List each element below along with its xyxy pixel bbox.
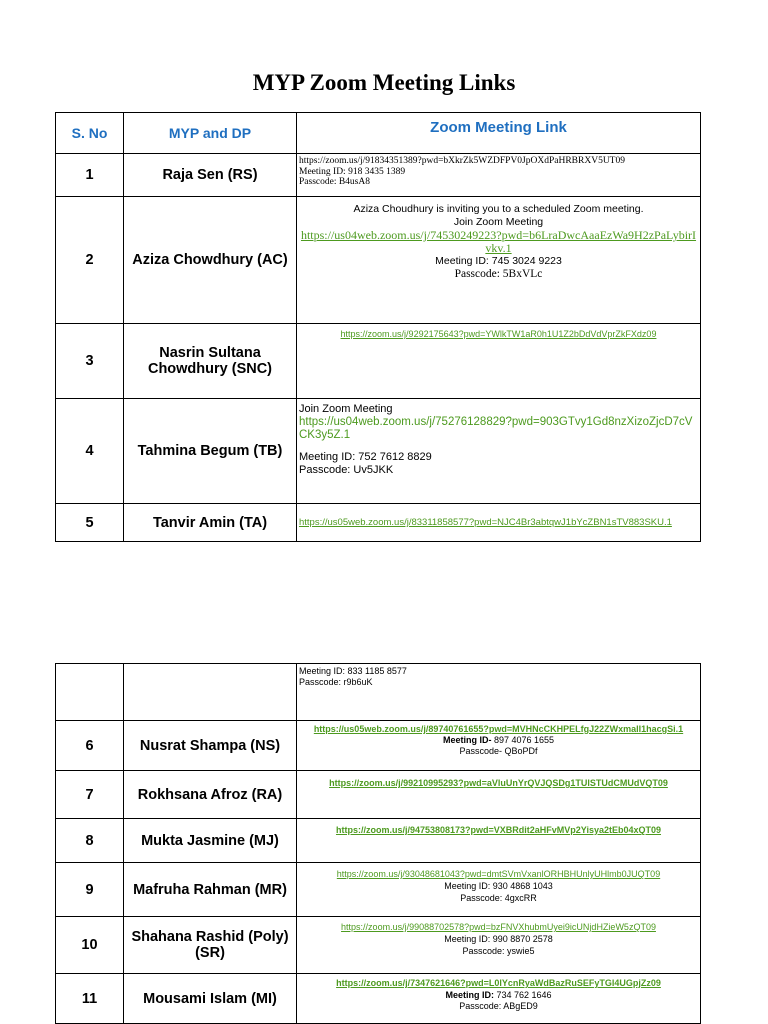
zoom-link[interactable]: https://zoom.us/j/91834351389?pwd=bXkrZk5WZDFPV0JpOXdPaHRBRXV5UT09 — [299, 156, 625, 166]
row-name: Tanvir Amin (TA) — [124, 504, 297, 542]
table-row — [56, 863, 701, 917]
header-myp: MYP and DP — [124, 113, 297, 154]
zoom-link[interactable]: https://us05web.zoom.us/j/83311858577?pwd=NJC4Br3abtqwJ1bYcZBN1sTV883SKU.1 — [299, 517, 672, 528]
zoom-link[interactable]: https://zoom.us/j/93048681043?pwd=dmtSVmVxanlORHBHUnlyUHlmb0JUQT09 — [336, 869, 661, 879]
row-sno: 11 — [56, 974, 124, 1024]
table-row — [56, 721, 701, 771]
links-table-1 — [55, 112, 701, 542]
header-link: Zoom Meeting Link — [297, 113, 701, 154]
header-sno: S. No — [56, 113, 124, 154]
zoom-link[interactable]: https://zoom.us/j/94753808173?pwd=VXBRdit2aHFvMVp2Yisya2tEb04xQT09 — [335, 825, 662, 835]
passcode: Passcode: B4usA8 — [299, 177, 370, 187]
invite-text: Aziza Choudhury is inviting you to a scheduled Zoom meeting. — [353, 203, 644, 215]
meeting-id-value: 897 4076 1655 — [491, 735, 555, 745]
row-sno: 9 — [56, 863, 124, 917]
table-row — [56, 504, 701, 542]
meeting-id: Meeting ID: 990 8870 2578 — [444, 934, 553, 944]
zoom-link[interactable]: https://us05web.zoom.us/j/89740761655?pwd=MVHNcCKHPELfgJ22ZWxmalI1hacgSi.1 — [313, 724, 684, 734]
zoom-link[interactable]: https://us04web.zoom.us/j/74530249223?pwd=b6LraDwcAaaEzWa9H2zPaLybirIvkv.1 — [300, 228, 697, 255]
row-name: Raja Sen (RS) — [124, 154, 297, 197]
join-text: Join Zoom Meeting — [299, 403, 393, 415]
row-name: Mukta Jasmine (MJ) — [124, 819, 297, 863]
page-title: MYP Zoom Meeting Links — [252, 70, 516, 95]
zoom-link[interactable]: https://zoom.us/j/99210995293?pwd=aVluUnYrQVJQSDg1TUlSTUdCMUdVQT09 — [329, 778, 668, 788]
row-sno: 2 — [56, 197, 124, 324]
table-row — [56, 819, 701, 863]
row-sno: 3 — [56, 324, 124, 399]
row-name: Shahana Rashid (Poly) (SR) — [124, 917, 297, 974]
meeting-id: Meeting ID: 745 3024 9223 — [435, 255, 562, 267]
passcode: Passcode: r9b6uK — [299, 677, 373, 687]
table-row — [56, 197, 701, 324]
row-name: Mousami Islam (MI) — [124, 974, 297, 1024]
table-header-row — [56, 113, 701, 154]
row-sno: 10 — [56, 917, 124, 974]
meeting-id-label: Meeting ID- — [442, 735, 492, 745]
meeting-id: Meeting ID: 833 1185 8577 — [299, 666, 407, 676]
row-name: Nusrat Shampa (NS) — [124, 721, 297, 771]
table-row — [56, 399, 701, 504]
row-name: Nasrin Sultana Chowdhury (SNC) — [124, 324, 297, 399]
meeting-id-value: 734 762 1646 — [493, 989, 552, 1000]
zoom-link[interactable]: https://zoom.us/j/9292175643?pwd=YWlkTW1aR0h1U1Z2bDdVdVprZkFXdz09 — [340, 329, 657, 339]
table-row — [56, 324, 701, 399]
row-sno: 8 — [56, 819, 124, 863]
row-name: Aziza Chowdhury (AC) — [124, 197, 297, 324]
passcode: Passcode: ABgED9 — [459, 1001, 538, 1011]
meeting-id: Meeting ID: 752 7612 8829 — [299, 451, 432, 463]
row-sno: 6 — [56, 721, 124, 771]
links-table-2 — [55, 663, 701, 1024]
row-name: Rokhsana Afroz (RA) — [124, 771, 297, 819]
row-sno: 5 — [56, 504, 124, 542]
zoom-link[interactable]: https://us04web.zoom.us/j/75276128829?pwd=903GTvy1Gd8nzXizoZjcD7cVCK3y5Z.1 — [299, 416, 693, 441]
row-sno: 1 — [56, 154, 124, 197]
meeting-id: Meeting ID: 918 3435 1389 — [299, 166, 406, 177]
passcode: Passcode: 4gxcRR — [460, 893, 537, 903]
row-name: Tahmina Begum (TB) — [124, 399, 297, 504]
zoom-link[interactable]: https://zoom.us/j/99088702578?pwd=bzFNVXhubmUyei9icUNjdHZieW5zQT09 — [341, 922, 656, 932]
table-row — [56, 664, 701, 721]
table-row — [56, 917, 701, 974]
passcode: Passcode: yswie5 — [462, 946, 535, 956]
zoom-link[interactable]: https://zoom.us/j/7347621646?pwd=L0lYcnRyaWdBazRuSEFyTGl4UGpjZz09 — [336, 978, 661, 988]
row-sno: 7 — [56, 771, 124, 819]
join-text: Join Zoom Meeting — [453, 216, 544, 228]
meeting-id: Meeting ID: 930 4868 1043 — [444, 881, 553, 891]
passcode: Passcode: 5BxVLc — [454, 268, 543, 280]
row-name: Mafruha Rahman (MR) — [124, 863, 297, 917]
table-row — [56, 154, 701, 197]
meeting-id-label: Meeting ID: — [445, 989, 494, 1000]
passcode: Passcode: Uv5JKK — [299, 464, 394, 476]
table-row — [56, 974, 701, 1024]
passcode: Passcode- QBoPDf — [459, 746, 538, 756]
table-row — [56, 771, 701, 819]
row-sno: 4 — [56, 399, 124, 504]
